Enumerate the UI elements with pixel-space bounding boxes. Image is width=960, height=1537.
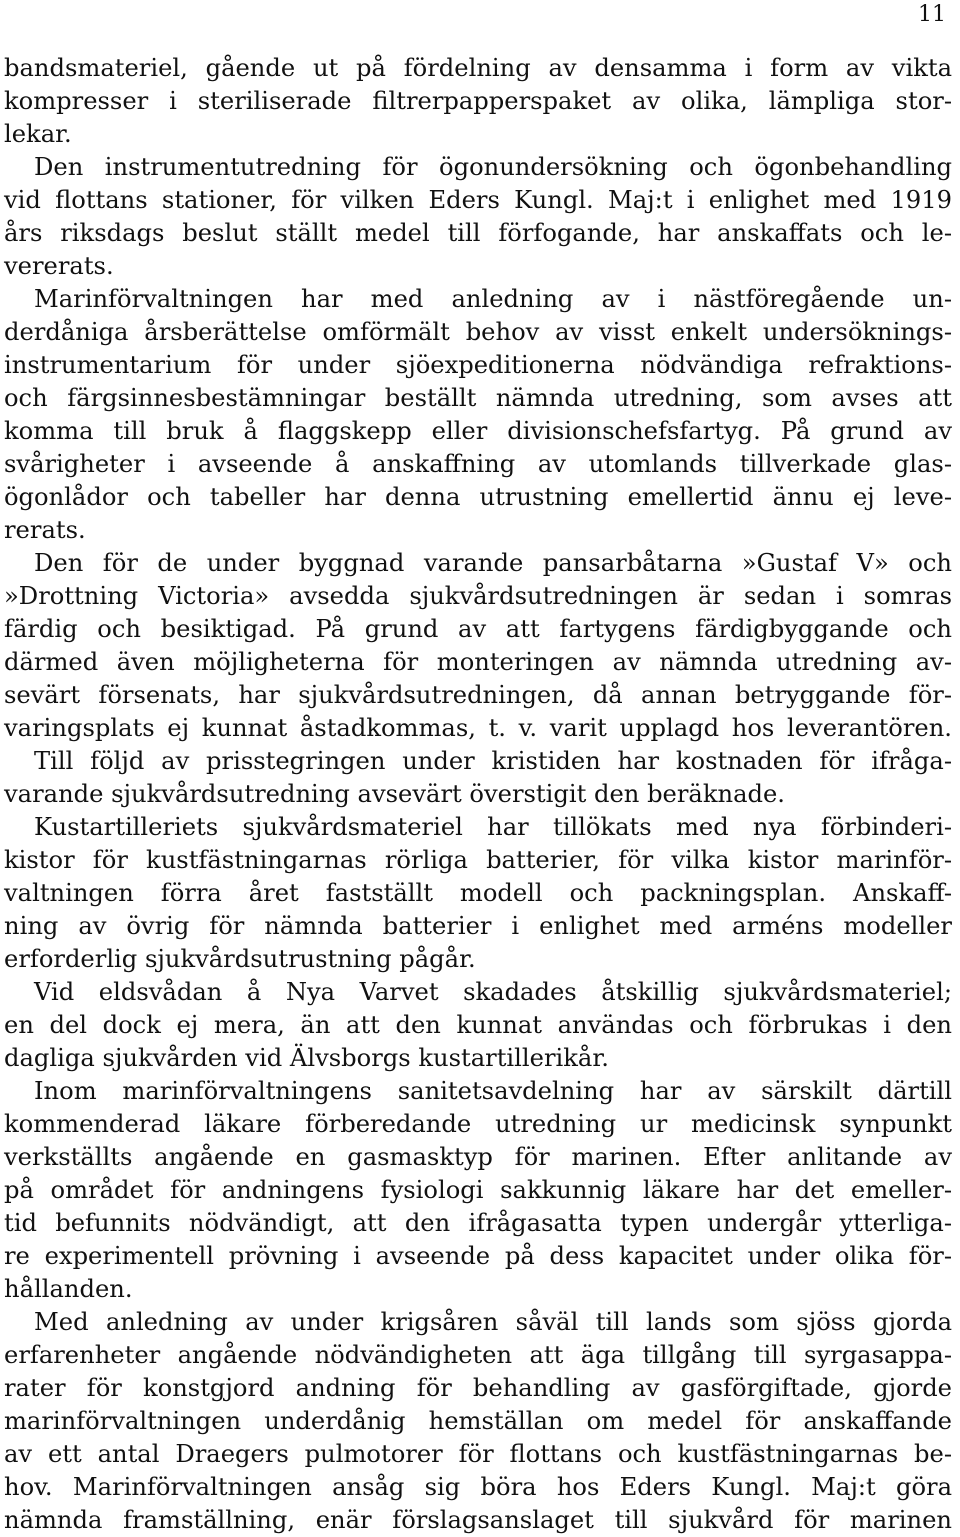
text-line: kistor för kustfästningarnas rörliga batterier, för vilka kistor marinför- xyxy=(4,846,952,874)
text-line: vererats. xyxy=(4,252,114,280)
text-line: på området för andningens fysiologi sakkunnig läkare har det emeller- xyxy=(4,1176,952,1204)
text-line: varande sjukvårdsutredning avsevärt överstigit den beräknade. xyxy=(4,780,785,808)
text-line: Till följd av prisstegringen under kristiden har kostnaden för ifråga- xyxy=(34,747,952,775)
text-line: och färgsinnesbestämningar beställt nämnda utredning, som avses att xyxy=(4,384,952,412)
text-line: dagliga sjukvården vid Älvsborgs kustartillerikår. xyxy=(4,1044,609,1072)
text-line: en del dock ej mera, än att den kunnat användas och förbrukas i den xyxy=(4,1011,952,1039)
text-line: Den instrumentutredning för ögonundersökning och ögonbehandling xyxy=(34,153,952,181)
text-line: Med anledning av under krigsåren såväl till lands som sjöss gjorda xyxy=(34,1308,952,1336)
text-line: verkställts angående en gasmasktyp för marinen. Efter anlitande av xyxy=(4,1143,952,1171)
text-line: Kustartilleriets sjukvårdsmateriel har tillökats med nya förbinderi- xyxy=(34,813,952,841)
text-line: Vid eldsvådan å Nya Varvet skadades åtskillig sjukvårdsmateriel; xyxy=(34,978,952,1006)
text-line: erforderlig sjukvårdsutrustning pågår. xyxy=(4,945,476,973)
text-line: Marinförvaltningen har med anledning av i nästföregående un- xyxy=(34,285,952,313)
text-line: ning av övrig för nämnda batterier i enlighet med arméns modeller xyxy=(4,912,952,940)
text-line: kompresser i steriliserade filtrerpapperspaket av olika, lämpliga stor- xyxy=(4,87,952,115)
text-line: ögonlådor och tabeller har denna utrustning emellertid ännu ej leve- xyxy=(4,483,952,511)
text-line: Den för de under byggnad varande pansarbåtarna »Gustaf V» och xyxy=(34,549,952,577)
text-line: valtningen förra året fastställt modell och packningsplan. Anskaff- xyxy=(4,879,952,907)
text-line: nämnda framställning, enär förslagsanslaget till sjukvård för marinen xyxy=(4,1506,952,1534)
text-line: »Drottning Victoria» avsedda sjukvårdsutredningen är sedan i somras xyxy=(4,582,952,610)
body-text xyxy=(4,52,952,1537)
text-line: hållanden. xyxy=(4,1275,133,1303)
text-line: lekar. xyxy=(4,120,72,148)
text-line: färdig och besiktigad. På grund av att fartygens färdigbyggande och xyxy=(4,615,952,643)
text-line: rater för konstgjord andning för behandling av gasförgiftade, gjorde xyxy=(4,1374,952,1402)
text-line: hov. Marinförvaltningen ansåg sig böra hos Eders Kungl. Maj:t göra xyxy=(4,1473,952,1501)
text-line: vid flottans stationer, för vilken Eders Kungl. Maj:t i enlighet med 1919 xyxy=(4,186,952,214)
text-line: komma till bruk å flaggskepp eller divisionschefsfartyg. På grund av xyxy=(4,417,952,445)
text-line: re experimentell prövning i avseende på dess kapacitet under olika för- xyxy=(4,1242,952,1270)
text-line: sevärt försenats, har sjukvårdsutredningen, då annan betryggande för- xyxy=(4,681,952,709)
text-line: derdåniga årsberättelse omförmält behov av visst enkelt undersöknings- xyxy=(4,318,952,346)
text-line: marinförvaltningen underdånig hemställan om medel för anskaffande xyxy=(4,1407,952,1435)
text-line: rerats. xyxy=(4,516,86,544)
text-line: tid befunnits nödvändigt, att den ifrågasatta typen undergår ytterliga- xyxy=(4,1209,952,1237)
text-line: instrumentarium för under sjöexpeditionerna nödvändiga refraktions- xyxy=(4,351,952,379)
text-line: års riksdags beslut ställt medel till förfogande, har anskaffats och le- xyxy=(4,219,952,247)
text-line: därmed även möjligheterna för monteringen av nämnda utredning av- xyxy=(4,648,952,676)
text-line: svårigheter i avseende å anskaffning av utomlands tillverkade glas- xyxy=(4,450,952,478)
page-number: 11 xyxy=(918,2,946,27)
text-line: varingsplats ej kunnat åstadkommas, t. v. varit upplagd hos leverantören. xyxy=(4,714,952,742)
text-line: Inom marinförvaltningens sanitetsavdelning har av särskilt därtill xyxy=(34,1077,952,1105)
text-line: kommenderad läkare förberedande utredning ur medicinsk synpunkt xyxy=(4,1110,952,1138)
text-line: av ett antal Draegers pulmotorer för flottans och kustfästningarnas be- xyxy=(4,1440,952,1468)
text-line: erfarenheter angående nödvändigheten att äga tillgång till syrgasappa- xyxy=(4,1341,952,1369)
text-line: bandsmateriel, gående ut på fördelning av densamma i form av vikta xyxy=(4,54,952,82)
